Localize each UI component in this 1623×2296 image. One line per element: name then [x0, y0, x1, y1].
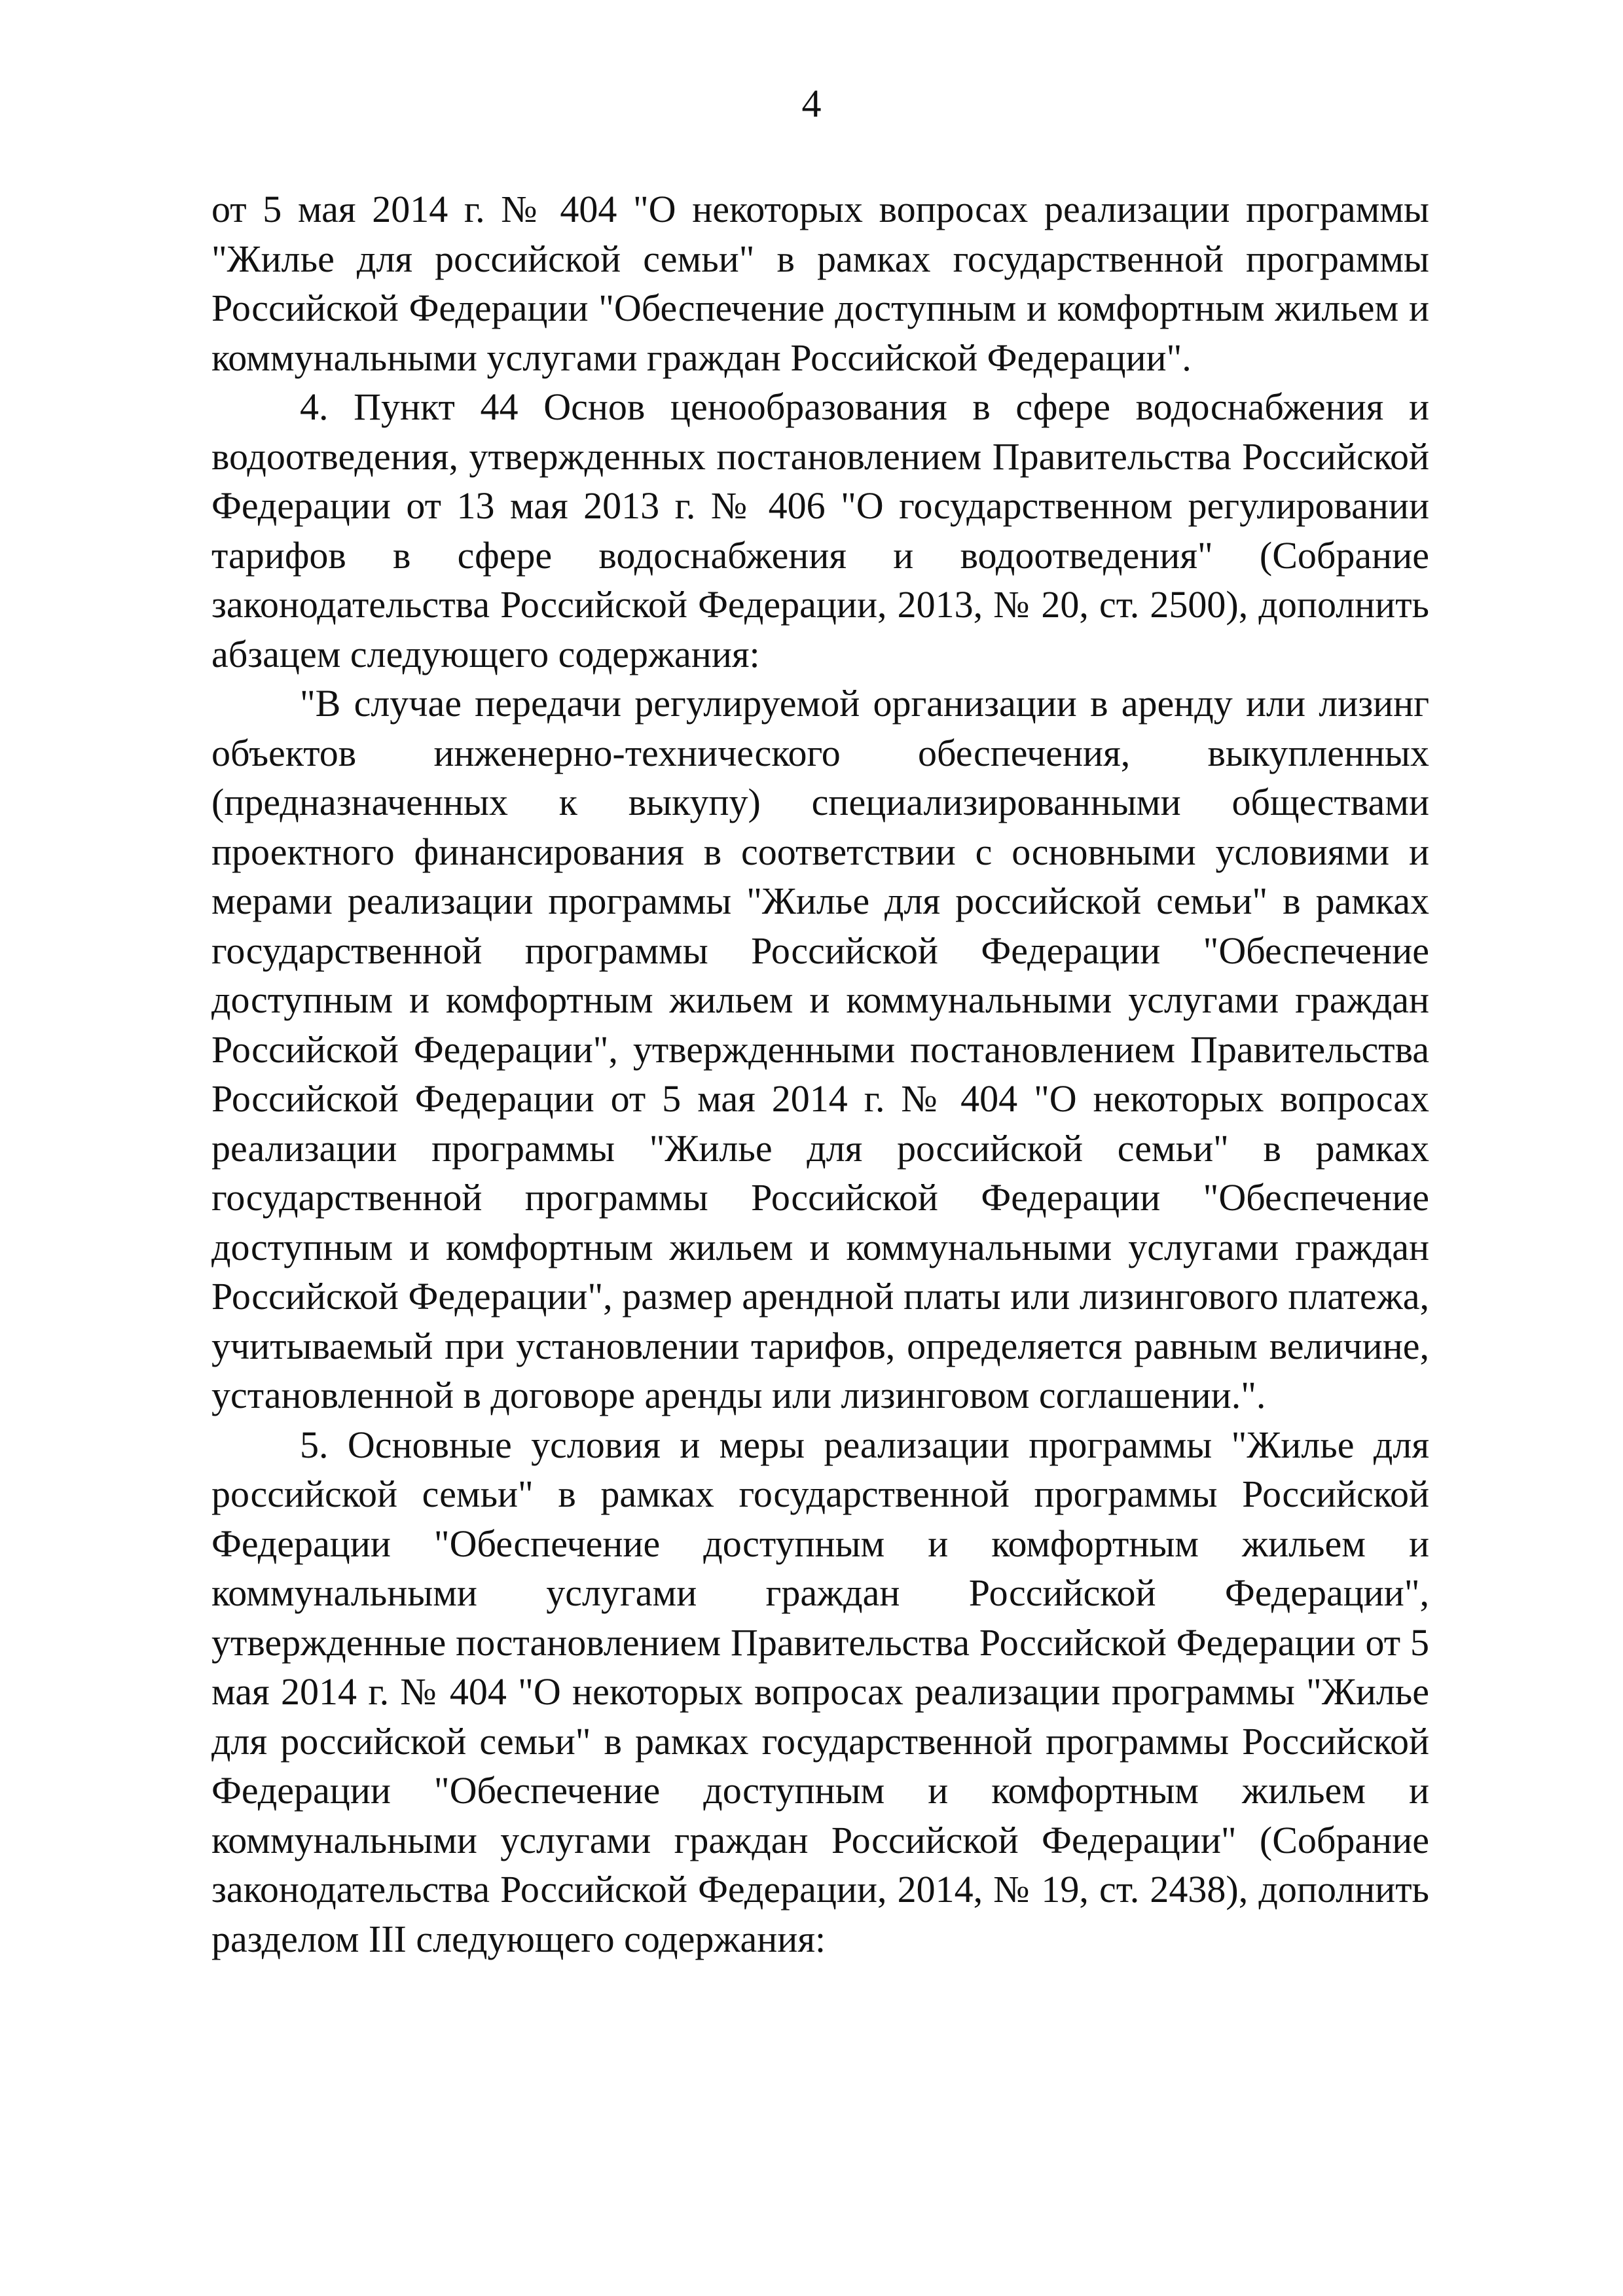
paragraph-item-4: 4. Пункт 44 Основ ценообразования в сфере водоснабжения и водоотведения, утвержденных постановлением Правительства Российской Федерации от 13 мая 2013 г. № 406 "О государственном регулировании тарифов в сфере водоснабжения и водоотведения" (Собрание законодательства Российской Федерации, 2013, № 20, ст. 2500), дополнить абзацем следующего содержания:	[211, 386, 1429, 675]
paragraph-quoted-amendment: "В случае передачи регулируемой организации в аренду или лизинг объектов инженерно-технического обеспечения, выкупленных (предназначенных к выкупу) специализированными обществами проектного финансирования в соответствии с основными условиями и мерами реализации программы "Жилье для российской семьи" в рамках государственной программы Российской Федерации "Обеспечение доступным и комфортным жильем и коммунальными услугами граждан Российской Федерации", утвержденными постановлением Правительства Российской Федерации от 5 мая 2014 г. № 404 "О некоторых вопросах реализации программы "Жилье для российской семьи" в рамках государственной программы Российской Федерации "Обеспечение доступным и комфортным жильем и коммунальными услугами граждан Российской Федерации", размер арендной платы или лизингового платежа, учитываемый при установлении тарифов, определяется равным величине, установленной в договоре аренды или лизинговом соглашении.".	[211, 682, 1429, 1416]
paragraph-continuation: от 5 мая 2014 г. № 404 "О некоторых вопросах реализации программы "Жилье для российской семьи" в рамках государственной программы Российской Федерации "Обеспечение доступным и комфортным жильем и коммунальными услугами граждан Российской Федерации".	[211, 188, 1429, 379]
paragraph-item-5: 5. Основные условия и меры реализации программы "Жилье для российской семьи" в рамках государственной программы Российской Федерации "Обеспечение доступным и комфортным жильем и коммунальными услугами граждан Российской Федерации", утвержденные постановлением Правительства Российской Федерации от 5 мая 2014 г. № 404 "О некоторых вопросах реализации программы "Жилье для российской семьи" в рамках государственной программы Российской Федерации "Обеспечение доступным и комфортным жильем и коммунальными услугами граждан Российской Федерации" (Собрание законодательства Российской Федерации, 2014, № 19, ст. 2438), дополнить разделом III следующего содержания:	[211, 1423, 1429, 1960]
document-body	[211, 185, 1429, 1964]
page-number: 4	[801, 82, 822, 125]
